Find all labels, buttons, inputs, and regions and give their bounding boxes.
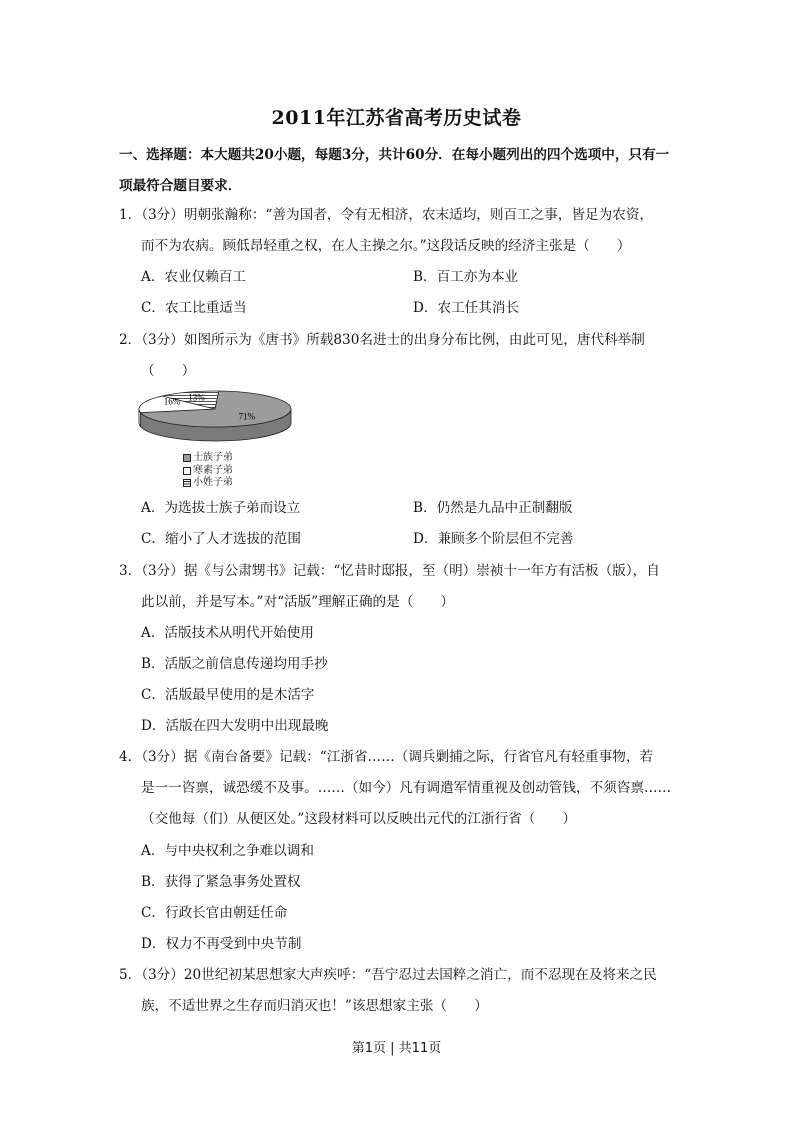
question-4-option-a: A．与中央权利之争难以调和 (141, 843, 314, 859)
question-4-option-c: C．行政长官由朝廷任命 (141, 905, 288, 921)
pie-label-hansu: 16% (163, 396, 181, 407)
question-4-option-b: B．获得了紧急事务处置权 (141, 874, 301, 890)
question-2-option-a: A．为选拔士族子弟而设立 (141, 500, 301, 516)
question-5-line-1: 5．（3分）20世纪初某思想家大声疾呼：“吾宁忍过去国粹之消亡，而不忍现在及将来之民 (119, 967, 657, 983)
question-5-line-2: 族，不适世界之生存而归消灭也！”该思想家主张（ ） (141, 998, 488, 1014)
question-2-line-1: 2．（3分）如图所示为《唐书》所载830名进士的出身分布比例，由此可见，唐代科举制 (119, 332, 645, 348)
legend-item-shizu (183, 452, 233, 465)
question-4-line-2: 是一一咨禀，诚恐缓不及事。……（如今）凡有调遣军情重视及创动管钱，不须咨禀…… (141, 780, 672, 796)
question-2-line-2: （ ） (141, 363, 196, 379)
legend-label-xiaoxing: 小姓子弟 (193, 477, 233, 488)
legend-label-hansu: 寒素子弟 (193, 464, 233, 476)
question-3-line-2: 此以前，并是写本。”对“活版”理解正确的是（ ） (141, 594, 455, 610)
question-1-option-c: C．农工比重适当 (141, 300, 247, 316)
pie-top (139, 391, 291, 427)
question-1-option-a: A．农业仅赖百工 (141, 269, 246, 285)
legend-swatch-hatch (183, 479, 191, 487)
question-1-option-d: D．农工任其消长 (413, 300, 520, 316)
legend-label-shizu: 士族子弟 (193, 452, 233, 463)
question-3-option-b: B．活版之前信息传递均用手抄 (141, 656, 328, 672)
question-3-line-1: 3．（3分）据《与公肃甥书》记载：“忆昔时邸报，至（明）崇祯十一年方有活板（版），自 (119, 563, 660, 579)
pie-chart-svg (138, 388, 298, 448)
question-1-line-2: 而不为农病。顾低昂轻重之权，在人主操之尔。”这段话反映的经济主张是（ ） (141, 238, 631, 254)
question-2-option-c: C．缩小了人才选拔的范围 (141, 531, 301, 547)
legend-swatch-gray (183, 454, 191, 462)
question-4-option-d: D．权力不再受到中央节制 (141, 936, 302, 952)
question-1-option-b: B．百工亦为本业 (413, 269, 519, 285)
pie-chart (138, 388, 298, 448)
question-4-line-1: 4．（3分）据《南台备要》记载：“江浙省……（调兵剿捕之际，行省官凡有轻重事物，若 (119, 749, 654, 765)
pie-label-xiaoxing: 13% (188, 392, 205, 403)
question-2-option-d: D．兼顾多个阶层但不完善 (413, 531, 574, 547)
question-1-line-1: 1．（3分）明朝张瀚称：“善为国者，令有无相济，农末适均，则百工之事，皆足为农资， (119, 207, 654, 223)
question-4-line-3: （交他每（们）从便区处。”这段材料可以反映出元代的江浙行省（ ） (141, 811, 577, 827)
legend-item-hansu (183, 465, 233, 478)
page-footer: 第1页 | 共11页 (351, 1041, 442, 1056)
question-3-option-a: A．活版技术从明代开始使用 (141, 625, 314, 641)
section-heading: 一、选择题：本大题共20小题，每题3分，共计60分．在每小题列出的四个选项中，只有一项最符合题目要求． (119, 147, 670, 194)
pie-legend (183, 452, 233, 490)
legend-swatch-white (183, 467, 191, 475)
question-2-option-b: B．仍然是九品中正制翻版 (413, 500, 573, 516)
question-3-option-c: C．活版最早使用的是木活字 (141, 687, 315, 703)
page-title: 2011年江苏省高考历史试卷 (271, 107, 522, 129)
legend-item-xiaoxing (183, 477, 233, 490)
pie-label-shizu: 71% (238, 411, 255, 422)
question-3-option-d: D．活版在四大发明中出现最晚 (141, 718, 329, 734)
